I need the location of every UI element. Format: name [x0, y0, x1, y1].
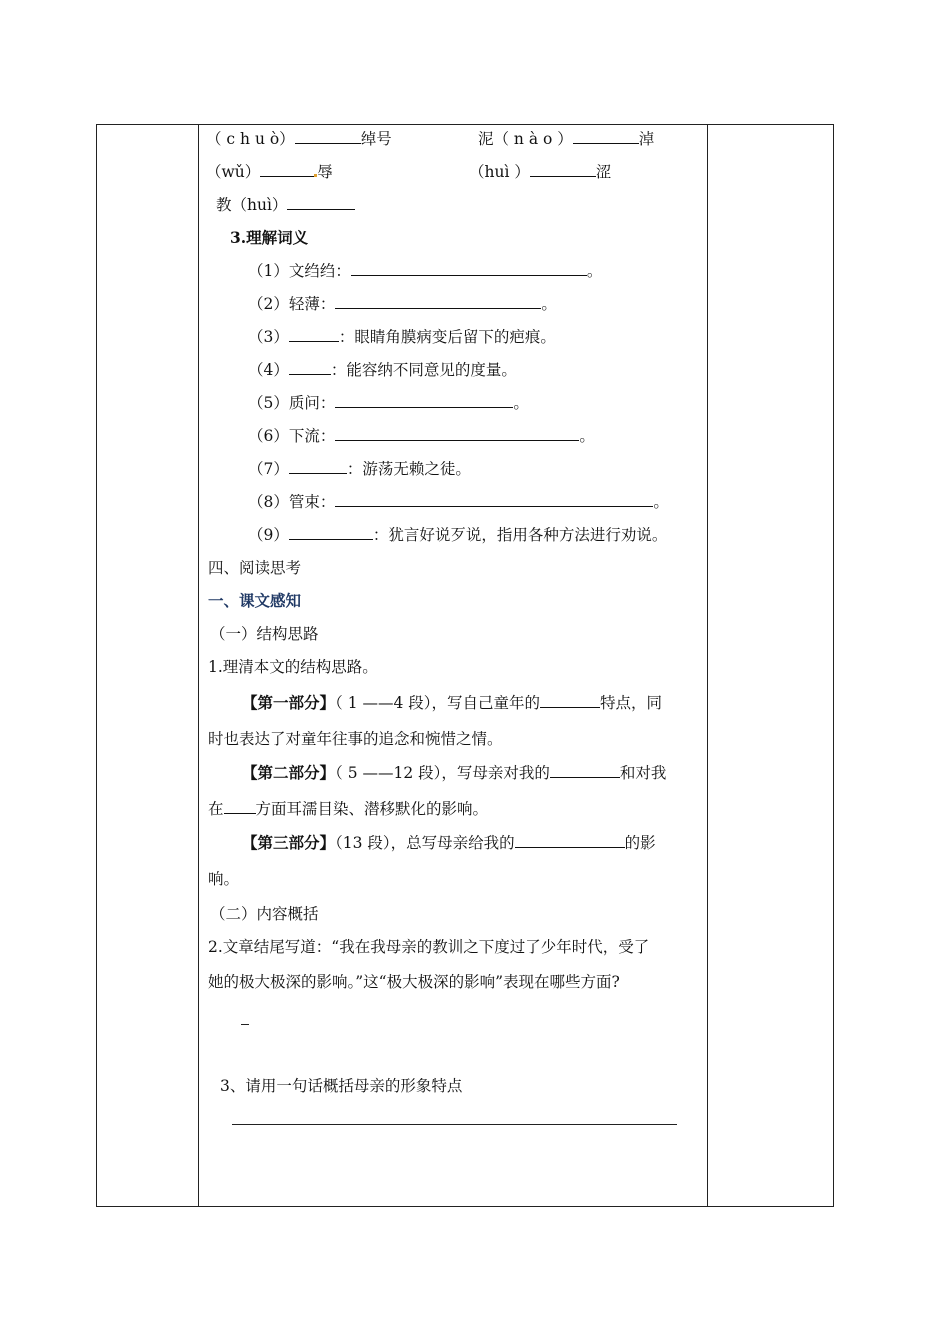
part-text: （ 5 ——12 段），写母亲对我的	[335, 764, 550, 782]
answer-blank[interactable]	[335, 492, 653, 507]
answer-blank[interactable]	[540, 693, 600, 708]
pinyin-row-1	[206, 129, 392, 149]
pinyin-word: 绰号	[360, 130, 392, 148]
answer-blank[interactable]	[335, 393, 513, 408]
vocab-item-2	[248, 294, 557, 314]
part-label: 【第三部分】	[242, 833, 336, 852]
item-number: （2）	[248, 295, 289, 313]
pinyin-word: 淖	[638, 130, 655, 148]
part-3-line-2: 响。	[208, 870, 240, 888]
section-four-heading: 四、阅读思考	[208, 559, 302, 577]
item-word: 质问：	[288, 394, 336, 412]
item-word: 文绉绉：	[288, 262, 351, 280]
vocab-item-5	[248, 393, 529, 413]
sub-heading-summary: （二）内容概括	[210, 905, 319, 923]
pinyin-row-3	[216, 195, 355, 215]
answer-blank[interactable]	[224, 799, 256, 814]
part-text: （13 段），总写母亲给我的	[335, 834, 515, 852]
item-number: （1）	[248, 262, 289, 280]
pinyin-row-1b	[478, 129, 654, 149]
answer-blank[interactable]	[573, 129, 639, 144]
item-text: 。	[541, 295, 557, 313]
pinyin-text: 泥（ n à o ）	[478, 130, 573, 148]
part-text: 特点，同	[600, 694, 663, 712]
answer-blank[interactable]	[289, 327, 339, 342]
vocab-item-3	[248, 327, 556, 347]
vocab-item-8	[248, 492, 669, 512]
table-frame	[96, 124, 834, 1207]
item-text: ：眼睛角膜病变后留下的疤痕。	[338, 328, 556, 346]
item-text: 。	[586, 262, 603, 280]
part-3-line	[242, 833, 656, 853]
item-word: 管束：	[288, 493, 336, 511]
part-label: 【第二部分】	[242, 763, 336, 782]
item-text: ：游荡无赖之徒。	[346, 460, 471, 478]
item-word: 轻薄：	[288, 295, 336, 313]
part-2-line-2	[208, 799, 488, 819]
answer-blank[interactable]	[335, 294, 541, 309]
part-1-line	[242, 693, 662, 713]
vocab-item-7	[248, 459, 471, 479]
vocab-heading: 3.理解词义	[230, 228, 309, 247]
part-text: 和对我	[619, 764, 667, 782]
part-text: 在	[208, 800, 224, 818]
item-number: （9）	[248, 526, 289, 544]
pinyin-text: （huì ）	[469, 163, 530, 181]
part-one-heading: 一、课文感知	[208, 591, 302, 610]
item-text: 。	[653, 493, 669, 511]
answer-dash[interactable]	[241, 1024, 249, 1025]
question-2-line-2: 她的极大极深的影响。”这“极大极深的影响”表现在哪些方面?	[208, 973, 620, 991]
answer-blank[interactable]	[295, 129, 361, 144]
item-text: ：犹言好说歹说，指用各种方法进行劝说。	[372, 526, 668, 544]
item-text: 。	[513, 394, 529, 412]
item-number: （4）	[248, 361, 289, 379]
pinyin-text: 教（huì）	[216, 196, 288, 214]
answer-blank[interactable]	[289, 459, 347, 474]
answer-line[interactable]	[232, 1124, 677, 1125]
vocab-item-1	[248, 261, 602, 281]
answer-blank[interactable]	[289, 525, 373, 540]
column-divider-left	[198, 124, 199, 1207]
answer-blank[interactable]	[260, 162, 316, 177]
part-text: 的影	[624, 834, 656, 852]
answer-blank[interactable]	[550, 763, 620, 778]
pinyin-word: 涩	[595, 163, 612, 181]
item-number: （6）	[248, 427, 289, 445]
item-number: （7）	[248, 460, 289, 478]
vocab-item-4	[248, 360, 517, 380]
question-2-line-1: 2.文章结尾写道：“我在我母亲的教训之下度过了少年时代，受了	[208, 938, 650, 956]
part-2-line	[242, 763, 666, 783]
pinyin-row-2	[206, 162, 333, 182]
column-divider-right	[707, 124, 708, 1207]
answer-blank[interactable]	[351, 261, 587, 276]
answer-blank[interactable]	[335, 426, 579, 441]
answer-blank[interactable]	[530, 162, 596, 177]
question-3: 3、请用一句话概括母亲的形象特点	[220, 1077, 463, 1095]
part-text: 方面耳濡目染、潜移默化的影响。	[255, 800, 489, 818]
pinyin-word: 辱	[317, 163, 333, 181]
part-label: 【第一部分】	[242, 693, 336, 712]
part-text: （ 1 ——4 段），写自己童年的	[335, 694, 541, 712]
answer-blank[interactable]	[287, 195, 355, 210]
answer-blank[interactable]	[289, 360, 331, 375]
item-number: （5）	[248, 394, 289, 412]
item-number: （3）	[248, 328, 289, 346]
part-1-line-2: 时也表达了对童年往事的追念和惋惜之情。	[208, 730, 503, 748]
answer-blank[interactable]	[515, 833, 625, 848]
question-1: 1.理清本文的结构思路。	[208, 658, 378, 676]
pinyin-row-2b	[469, 162, 611, 182]
sub-heading-structure: （一）结构思路	[210, 625, 319, 643]
vocab-item-9	[248, 525, 667, 545]
item-text: ：能容纳不同意见的度量。	[330, 361, 517, 379]
pinyin-text: （wǔ）	[206, 163, 261, 181]
item-number: （8）	[248, 493, 289, 511]
pinyin-text: （ c h u ò）	[206, 130, 295, 148]
item-word: 下流：	[288, 427, 336, 445]
vocab-item-6	[248, 426, 595, 446]
item-text: 。	[579, 427, 595, 445]
